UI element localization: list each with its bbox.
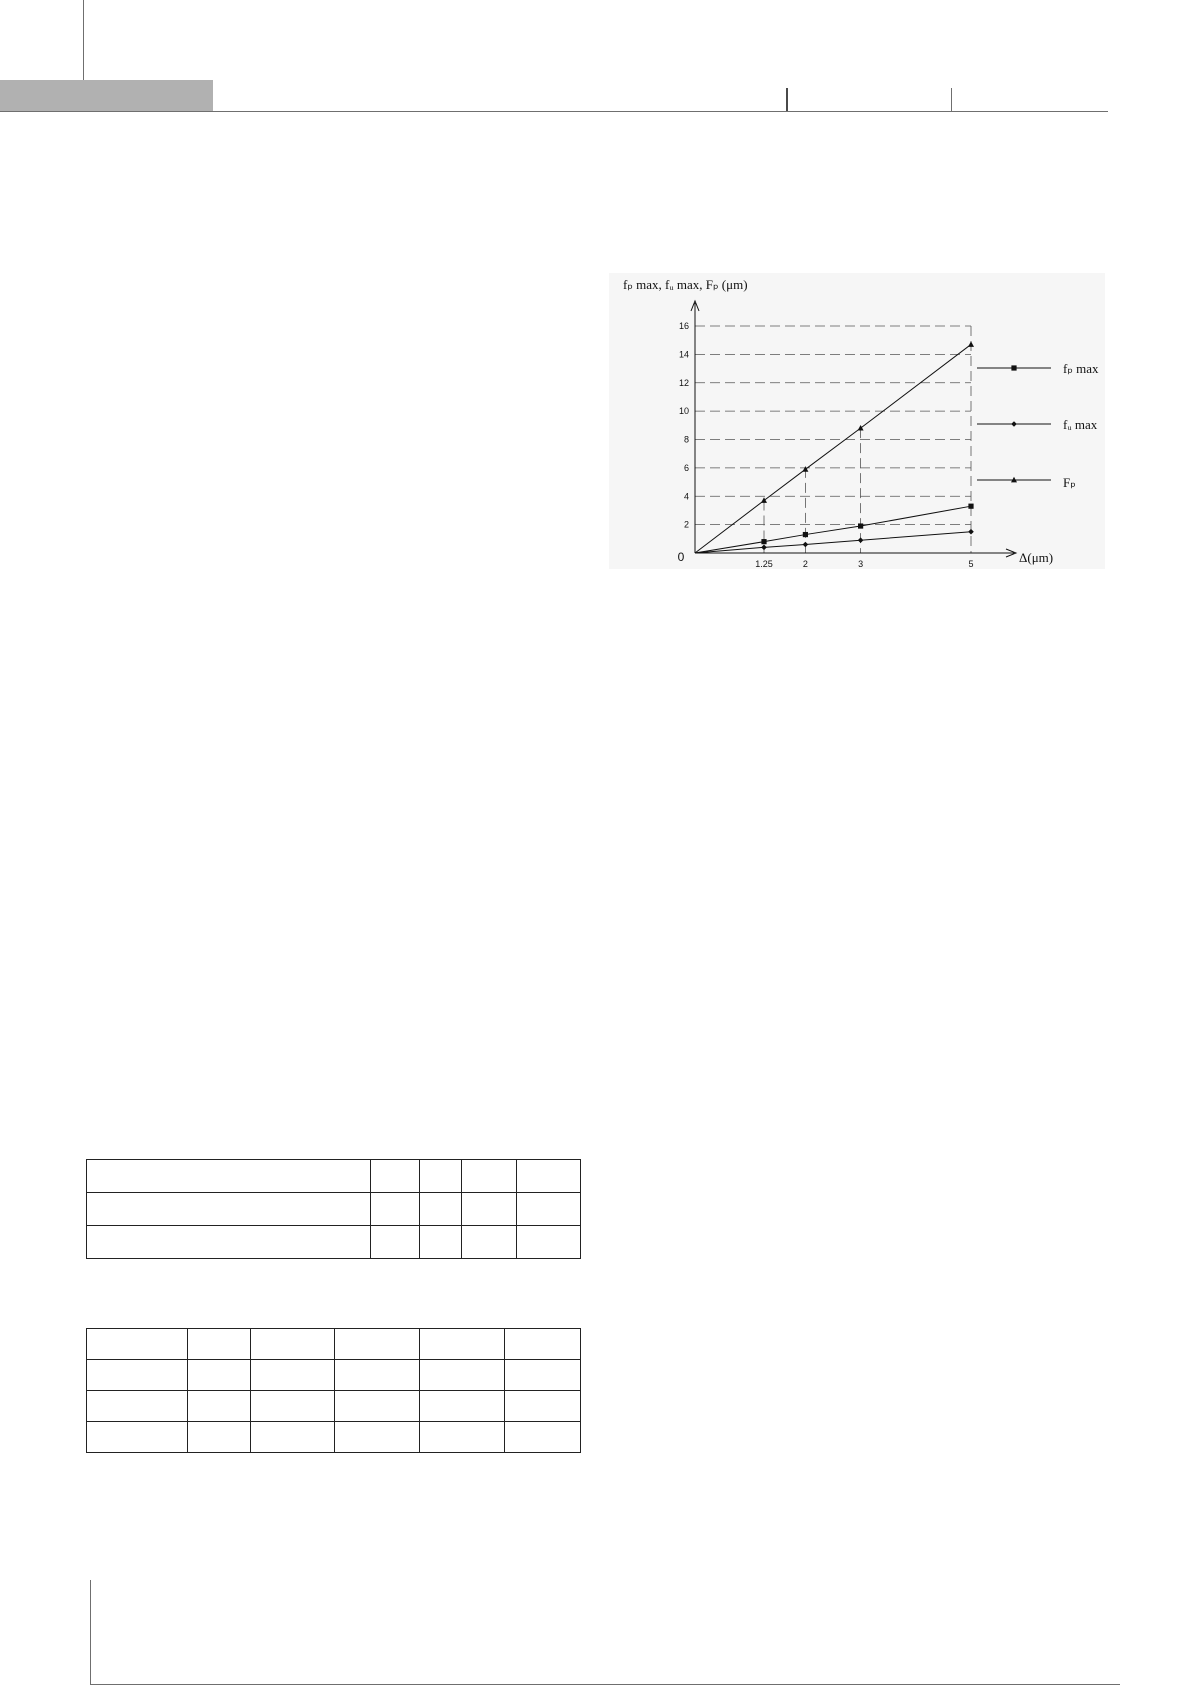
table-row [87,1160,581,1193]
footer-vertical-rule [90,1580,91,1685]
table-cell [335,1391,420,1422]
chart-svg [609,273,1105,569]
table-cell [187,1360,250,1391]
header-tick-1 [786,88,788,111]
table-cell [462,1160,517,1193]
table-cell [87,1160,371,1193]
y-tick-label-8: 8 [683,434,689,445]
table-cell [505,1422,581,1453]
data-point-fu-max-3 [858,537,864,543]
table-row [87,1226,581,1259]
table-cell [335,1329,420,1360]
header-horizontal-rule [213,111,1108,112]
table-row [87,1193,581,1226]
table-cell [462,1226,517,1259]
legend-label-fu-max: fᵤ max [1063,417,1098,432]
table-cell [187,1422,250,1453]
table-cell [517,1193,581,1226]
table-cell [87,1226,371,1259]
table-cell [420,1360,505,1391]
table-cell [420,1329,505,1360]
chart-figure [609,273,1105,569]
data-point-fp-max-2 [803,532,808,537]
table-2 [86,1328,581,1453]
table-cell [462,1193,517,1226]
table-cell [335,1422,420,1453]
x-axis-title: Δ(μm) [1019,550,1054,565]
table-cell [420,1422,505,1453]
data-point-fp-max-4 [968,504,973,509]
y-axis-title: fₚ max, fᵤ max, Fₚ (μm) [623,277,748,292]
data-point-Fp-2 [802,466,808,472]
header-rule-left [0,111,213,112]
x-tick-label-1_25: 1.25 [755,559,773,569]
table-cell [420,1226,462,1259]
origin-label: 0 [677,550,685,564]
table-cell [505,1391,581,1422]
y-tick-label-6: 6 [683,462,689,473]
legend-marker-fu-max [1011,421,1017,427]
table-cell [187,1391,250,1422]
table-cell [517,1226,581,1259]
table-row [87,1360,581,1391]
table-row [87,1422,581,1453]
y-tick-label-10: 10 [678,406,689,417]
table-cell [505,1329,581,1360]
table-cell [87,1360,188,1391]
legend-label-fp-max: fₚ max [1063,361,1099,376]
series-line-fp-max [695,506,971,553]
table-cell [371,1160,420,1193]
table-cell [250,1329,335,1360]
header-tick-2 [951,88,952,111]
table-cell [335,1360,420,1391]
data-point-fp-max-3 [858,523,863,528]
table-cell [187,1329,250,1360]
table-cell [420,1193,462,1226]
x-tick-label-3: 3 [858,559,864,569]
data-point-fu-max-4 [968,529,974,535]
y-tick-label-2: 2 [683,519,689,530]
data-point-fu-max-2 [803,542,809,548]
series-line-Fp [695,344,971,553]
series-line-fu-max [695,532,971,553]
y-tick-label-4: 4 [683,491,689,502]
table-cell [371,1226,420,1259]
table-cell [87,1422,188,1453]
y-tick-label-14: 14 [678,349,689,360]
data-point-Fp-1 [761,497,767,503]
table-cell [87,1391,188,1422]
table-cell [250,1360,335,1391]
table-cell [371,1193,420,1226]
table-1 [86,1159,581,1259]
data-point-fp-max-1 [761,539,766,544]
table-cell [517,1160,581,1193]
table-cell [250,1422,335,1453]
table-cell [87,1329,188,1360]
data-point-Fp-4 [968,341,974,347]
legend-label-Fp: Fₚ [1063,475,1076,490]
header-gray-band [0,80,213,111]
table-cell [250,1391,335,1422]
table-row [87,1391,581,1422]
legend-marker-fp-max [1011,365,1016,370]
table-cell [420,1160,462,1193]
header-vertical-rule [83,0,84,80]
data-point-fu-max-1 [761,545,767,551]
x-tick-label-5: 5 [968,559,974,569]
data-point-Fp-3 [858,425,864,431]
table-row [87,1329,581,1360]
table-cell [420,1391,505,1422]
x-tick-label-2: 2 [802,559,808,569]
y-tick-label-12: 12 [678,377,689,388]
table-cell [505,1360,581,1391]
table-cell [87,1193,371,1226]
y-tick-label-16: 16 [678,321,689,331]
